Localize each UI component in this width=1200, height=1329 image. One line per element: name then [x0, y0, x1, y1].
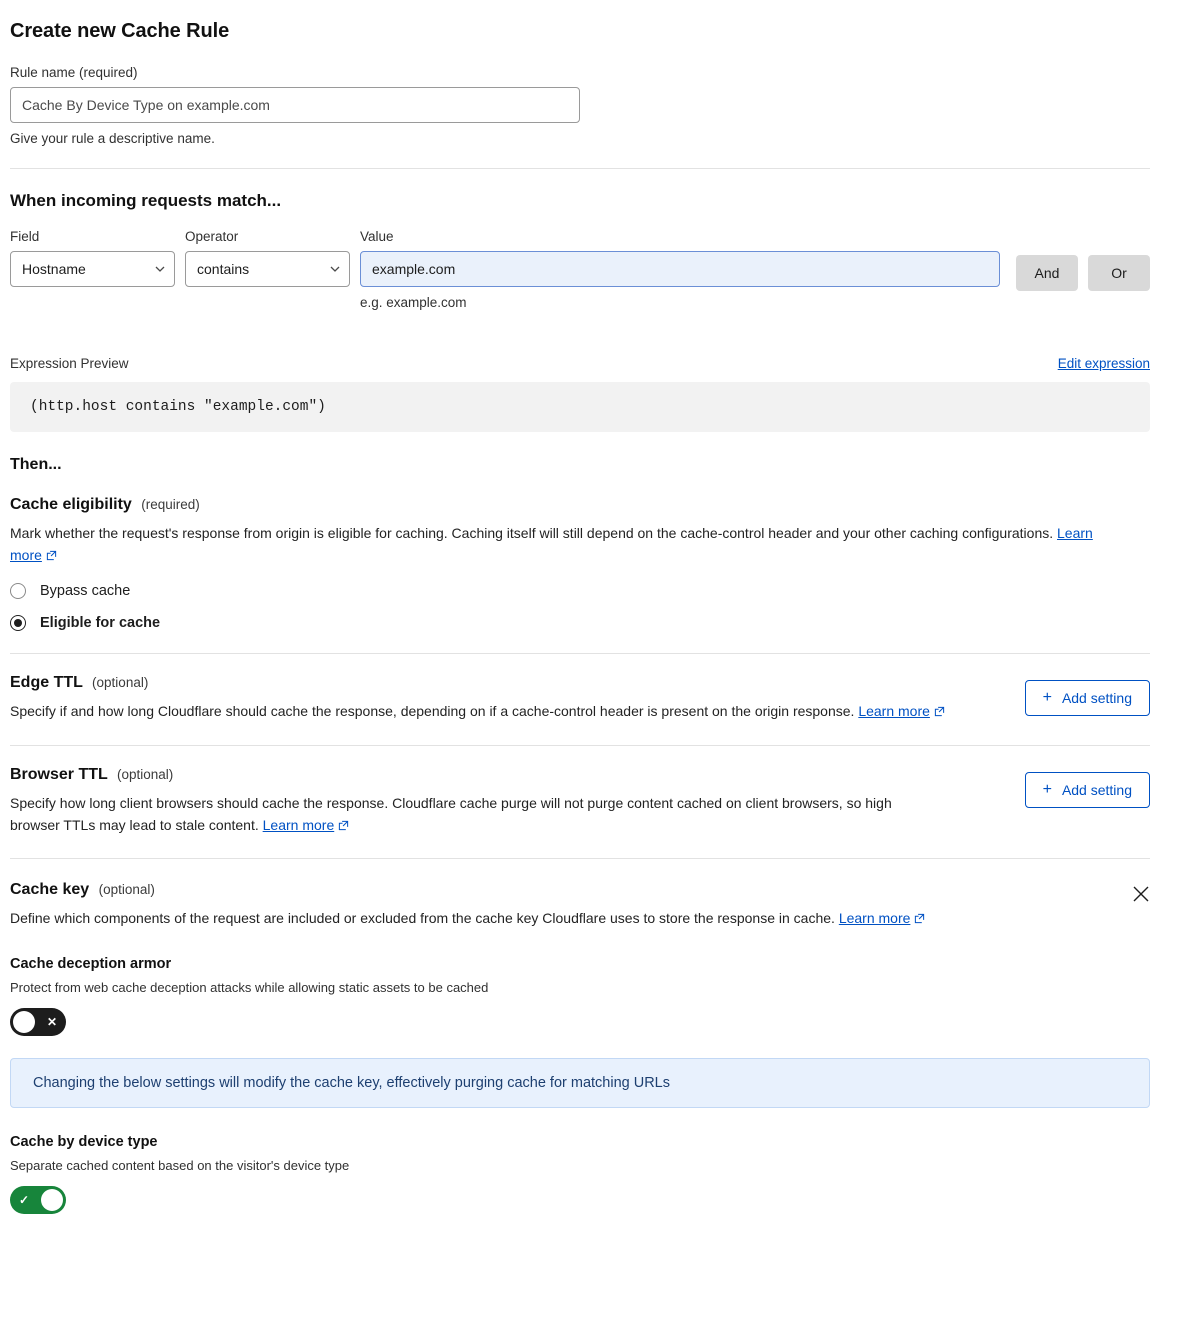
- expression-header: [10, 356, 1150, 371]
- edge-ttl-description: [10, 701, 945, 723]
- cache-eligibility-options: [10, 583, 1150, 631]
- cache-eligibility-description-text: Mark whether the request's response from origin is eligible for caching. Caching itself will still depend on the cache-control header and your other caching configurations.: [10, 525, 1058, 541]
- cache-deception-armor-description: Protect from web cache deception attacks while allowing static assets to be cached: [10, 980, 489, 996]
- expression-preview-label: Expression Preview: [10, 356, 129, 371]
- cache-by-device-type-description: Separate cached content based on the visitor's device type: [10, 1158, 350, 1174]
- divider-1: [10, 168, 1150, 169]
- radio-option-eligible-for-cache[interactable]: [10, 615, 1150, 631]
- cache-key-learn-more-link[interactable]: Learn more: [838, 910, 911, 927]
- field-select[interactable]: [10, 251, 175, 287]
- toggle-mark: ✓: [19, 1193, 30, 1208]
- browser-ttl-title-text: Browser TTL: [10, 766, 108, 784]
- value-input[interactable]: [360, 251, 1000, 287]
- cache-eligibility-section: [10, 496, 1150, 631]
- plus-icon: +: [1042, 689, 1052, 707]
- toggle-knob: [13, 1011, 35, 1033]
- radio-icon-selected: [10, 615, 26, 631]
- edge-ttl-title-text: Edge TTL: [10, 674, 83, 692]
- cache-eligibility-title-text: Cache eligibility: [10, 496, 132, 513]
- edge-ttl-section: [10, 674, 1150, 723]
- cache-deception-armor-group: [10, 956, 1150, 1036]
- divider-3: [10, 745, 1150, 746]
- radio-label: Bypass cache: [40, 583, 131, 600]
- cache-by-device-type-title: Cache by device type: [10, 1134, 158, 1151]
- browser-ttl-section: [10, 766, 1150, 836]
- rule-name-input[interactable]: [10, 87, 580, 123]
- cache-by-device-type-group: [10, 1134, 1150, 1214]
- edge-ttl-description-text: Specify if and how long Cloudflare should cache the response, depending on if a cache-control header is present on the origin response.: [10, 703, 859, 720]
- external-link-icon: [338, 820, 349, 831]
- field-label: Field: [10, 229, 40, 244]
- external-link-icon: [934, 706, 945, 717]
- browser-ttl-title: [10, 766, 940, 784]
- toggle-knob: [41, 1189, 63, 1211]
- field-select-value: Hostname: [22, 261, 86, 277]
- cache-by-device-type-toggle[interactable]: [10, 1186, 66, 1214]
- edge-ttl-learn-more-link[interactable]: Learn more: [858, 703, 930, 720]
- external-link-icon: [914, 913, 925, 924]
- cache-key-title-text: Cache key: [10, 881, 90, 899]
- cache-key-optional-tag: (optional): [98, 882, 155, 898]
- radio-option-bypass-cache[interactable]: [10, 583, 1150, 599]
- page-title: Create new Cache Rule: [10, 20, 230, 42]
- chevron-down-icon: [330, 264, 340, 274]
- or-button[interactable]: Or: [1088, 255, 1150, 291]
- plus-icon: +: [1042, 781, 1052, 799]
- value-label: Value: [360, 229, 394, 244]
- operator-select-value: contains: [197, 261, 250, 277]
- cache-eligibility-learn-more-link[interactable]: Learn more: [10, 525, 1093, 563]
- browser-ttl-learn-more-link[interactable]: Learn more: [262, 816, 335, 833]
- browser-ttl-optional-tag: (optional): [116, 767, 174, 783]
- value-hint: e.g. example.com: [360, 295, 467, 310]
- cache-deception-armor-title: Cache deception armor: [10, 956, 172, 973]
- cache-key-change-notice: Changing the below settings will modify the cache key, effectively purging cache for matching URLs: [10, 1058, 1150, 1108]
- then-heading: Then...: [10, 456, 62, 473]
- operator-label: Operator: [185, 229, 239, 244]
- divider-2: [10, 653, 1150, 654]
- and-or-buttons: [1016, 255, 1150, 291]
- edge-ttl-title: [10, 674, 945, 692]
- radio-label: Eligible for cache: [40, 615, 161, 632]
- browser-ttl-add-setting-label: Add setting: [1061, 782, 1132, 799]
- rule-name-helper: Give your rule a descriptive name.: [10, 131, 215, 146]
- and-button[interactable]: And: [1016, 255, 1078, 291]
- radio-icon: [10, 583, 26, 599]
- cache-eligibility-description: [10, 523, 1125, 566]
- match-heading: When incoming requests match...: [10, 191, 282, 210]
- cache-key-description: [10, 908, 925, 930]
- divider-4: [10, 858, 1150, 859]
- edge-ttl-optional-tag: (optional): [92, 675, 149, 691]
- edge-ttl-add-setting-button[interactable]: [1025, 680, 1150, 716]
- expression-preview-box: (http.host contains "example.com"): [10, 382, 1150, 432]
- close-icon[interactable]: [1132, 885, 1150, 903]
- field-column: [10, 229, 175, 287]
- cache-eligibility-title: [10, 496, 1150, 514]
- browser-ttl-description-text: Specify how long client browsers should cache the response. Cloudflare cache purge will not purge content cached on client browsers, so high browser TTLs may lead to stale content.: [10, 795, 892, 833]
- rule-name-label: Rule name (required): [10, 65, 138, 80]
- cache-key-title: [10, 881, 925, 899]
- operator-column: [185, 229, 350, 287]
- cache-key-section: [10, 881, 1150, 930]
- browser-ttl-add-setting-button[interactable]: [1025, 772, 1150, 808]
- edge-ttl-add-setting-label: Add setting: [1061, 690, 1132, 707]
- cache-eligibility-required-tag: (required): [141, 497, 200, 512]
- browser-ttl-description: [10, 793, 940, 836]
- external-link-icon: [46, 550, 57, 561]
- cache-key-description-text: Define which components of the request are included or excluded from the cache key Cloudflare uses to store the response in cache.: [10, 910, 839, 927]
- match-row: [10, 229, 1150, 310]
- edit-expression-link[interactable]: Edit expression: [1057, 356, 1150, 371]
- cache-deception-armor-toggle[interactable]: [10, 1008, 66, 1036]
- toggle-mark: ✕: [46, 1015, 57, 1030]
- chevron-down-icon: [155, 264, 165, 274]
- operator-select[interactable]: [185, 251, 350, 287]
- rule-name-group: [10, 65, 1150, 146]
- value-column: [360, 229, 1000, 310]
